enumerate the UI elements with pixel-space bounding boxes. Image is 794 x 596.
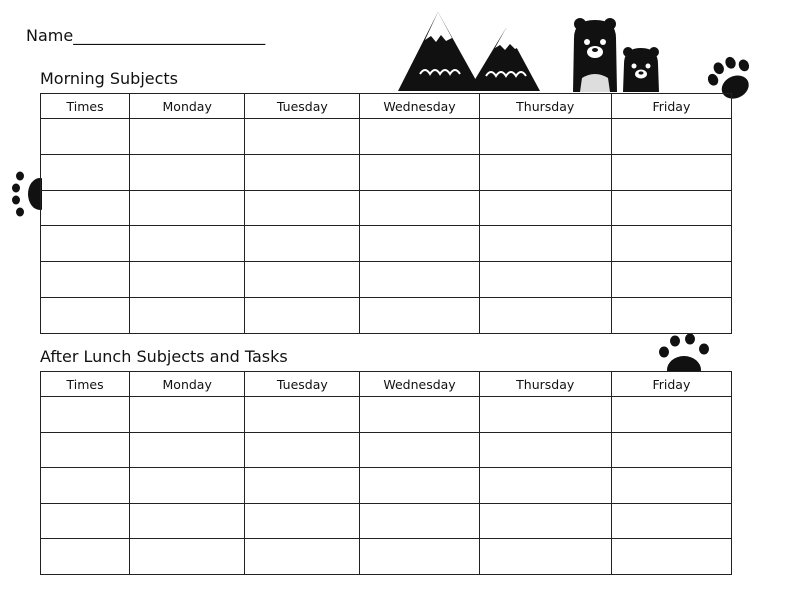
schedule-cell-tuesday[interactable] (245, 468, 360, 504)
schedule-cell-times[interactable] (41, 432, 130, 468)
schedule-cell-thursday[interactable] (479, 503, 611, 539)
table-header-row (41, 94, 732, 119)
schedule-cell-wednesday[interactable] (360, 190, 479, 226)
schedule-cell-monday[interactable] (130, 397, 245, 433)
table-row (41, 468, 732, 504)
schedule-cell-tuesday[interactable] (245, 262, 360, 298)
schedule-cell-friday[interactable] (611, 432, 731, 468)
schedule-cell-monday[interactable] (130, 468, 245, 504)
schedule-cell-thursday[interactable] (479, 432, 611, 468)
schedule-cell-monday[interactable] (130, 226, 245, 262)
table-row (41, 190, 732, 226)
morning-section-title: Morning Subjects (40, 69, 179, 88)
schedule-cell-times[interactable] (41, 262, 130, 298)
schedule-cell-monday[interactable] (130, 190, 245, 226)
column-header-tuesday: Tuesday (245, 372, 360, 397)
table-row (41, 262, 732, 298)
table-row (41, 119, 732, 155)
column-header-friday: Friday (611, 94, 731, 119)
schedule-cell-tuesday[interactable] (245, 297, 360, 333)
schedule-cell-thursday[interactable] (479, 397, 611, 433)
schedule-cell-thursday[interactable] (479, 119, 611, 155)
afternoon-section-title: After Lunch Subjects and Tasks (40, 347, 288, 366)
schedule-cell-wednesday[interactable] (360, 154, 479, 190)
table-row (41, 226, 732, 262)
table-row (41, 503, 732, 539)
schedule-cell-thursday[interactable] (479, 468, 611, 504)
schedule-cell-times[interactable] (41, 539, 130, 575)
schedule-cell-monday[interactable] (130, 119, 245, 155)
table-header-row (41, 372, 732, 397)
schedule-cell-monday[interactable] (130, 432, 245, 468)
column-header-times: Times (41, 372, 130, 397)
schedule-cell-wednesday[interactable] (360, 539, 479, 575)
schedule-cell-tuesday[interactable] (245, 539, 360, 575)
schedule-cell-times[interactable] (41, 154, 130, 190)
column-header-monday: Monday (130, 94, 245, 119)
paw-print-icon (8, 164, 42, 222)
schedule-cell-wednesday[interactable] (360, 397, 479, 433)
schedule-cell-tuesday[interactable] (245, 503, 360, 539)
schedule-cell-times[interactable] (41, 190, 130, 226)
column-header-wednesday: Wednesday (360, 94, 479, 119)
schedule-cell-friday[interactable] (611, 503, 731, 539)
schedule-cell-thursday[interactable] (479, 262, 611, 298)
schedule-cell-friday[interactable] (611, 297, 731, 333)
table-row (41, 154, 732, 190)
schedule-cell-wednesday[interactable] (360, 432, 479, 468)
mountains-icon (398, 10, 540, 92)
schedule-cell-monday[interactable] (130, 503, 245, 539)
schedule-cell-friday[interactable] (611, 468, 731, 504)
schedule-cell-monday[interactable] (130, 539, 245, 575)
schedule-cell-thursday[interactable] (479, 297, 611, 333)
table-row (41, 297, 732, 333)
schedule-cell-tuesday[interactable] (245, 154, 360, 190)
column-header-tuesday: Tuesday (245, 94, 360, 119)
schedule-cell-monday[interactable] (130, 262, 245, 298)
column-header-wednesday: Wednesday (360, 372, 479, 397)
schedule-cell-thursday[interactable] (479, 154, 611, 190)
paw-print-icon (652, 330, 714, 372)
column-header-times: Times (41, 94, 130, 119)
schedule-cell-friday[interactable] (611, 226, 731, 262)
name-field-label: Name________________________ (26, 26, 266, 45)
table-row (41, 539, 732, 575)
schedule-cell-times[interactable] (41, 226, 130, 262)
schedule-cell-monday[interactable] (130, 154, 245, 190)
schedule-cell-friday[interactable] (611, 539, 731, 575)
table-row (41, 397, 732, 433)
schedule-cell-wednesday[interactable] (360, 262, 479, 298)
schedule-cell-tuesday[interactable] (245, 397, 360, 433)
column-header-friday: Friday (611, 372, 731, 397)
afternoon-schedule-table (40, 371, 732, 575)
schedule-cell-wednesday[interactable] (360, 119, 479, 155)
schedule-cell-times[interactable] (41, 503, 130, 539)
column-header-monday: Monday (130, 372, 245, 397)
schedule-cell-monday[interactable] (130, 297, 245, 333)
schedule-cell-friday[interactable] (611, 190, 731, 226)
bears-icon (570, 16, 666, 92)
schedule-cell-wednesday[interactable] (360, 468, 479, 504)
schedule-cell-times[interactable] (41, 468, 130, 504)
schedule-cell-wednesday[interactable] (360, 226, 479, 262)
schedule-cell-wednesday[interactable] (360, 297, 479, 333)
column-header-thursday: Thursday (479, 94, 611, 119)
schedule-cell-times[interactable] (41, 119, 130, 155)
schedule-cell-times[interactable] (41, 397, 130, 433)
schedule-cell-friday[interactable] (611, 119, 731, 155)
schedule-cell-tuesday[interactable] (245, 432, 360, 468)
schedule-cell-thursday[interactable] (479, 539, 611, 575)
column-header-thursday: Thursday (479, 372, 611, 397)
schedule-cell-tuesday[interactable] (245, 226, 360, 262)
schedule-cell-tuesday[interactable] (245, 119, 360, 155)
schedule-cell-times[interactable] (41, 297, 130, 333)
table-row (41, 432, 732, 468)
schedule-cell-tuesday[interactable] (245, 190, 360, 226)
schedule-cell-thursday[interactable] (479, 190, 611, 226)
schedule-cell-friday[interactable] (611, 397, 731, 433)
schedule-cell-friday[interactable] (611, 262, 731, 298)
schedule-cell-thursday[interactable] (479, 226, 611, 262)
schedule-cell-friday[interactable] (611, 154, 731, 190)
morning-schedule-table (40, 93, 732, 334)
schedule-cell-wednesday[interactable] (360, 503, 479, 539)
